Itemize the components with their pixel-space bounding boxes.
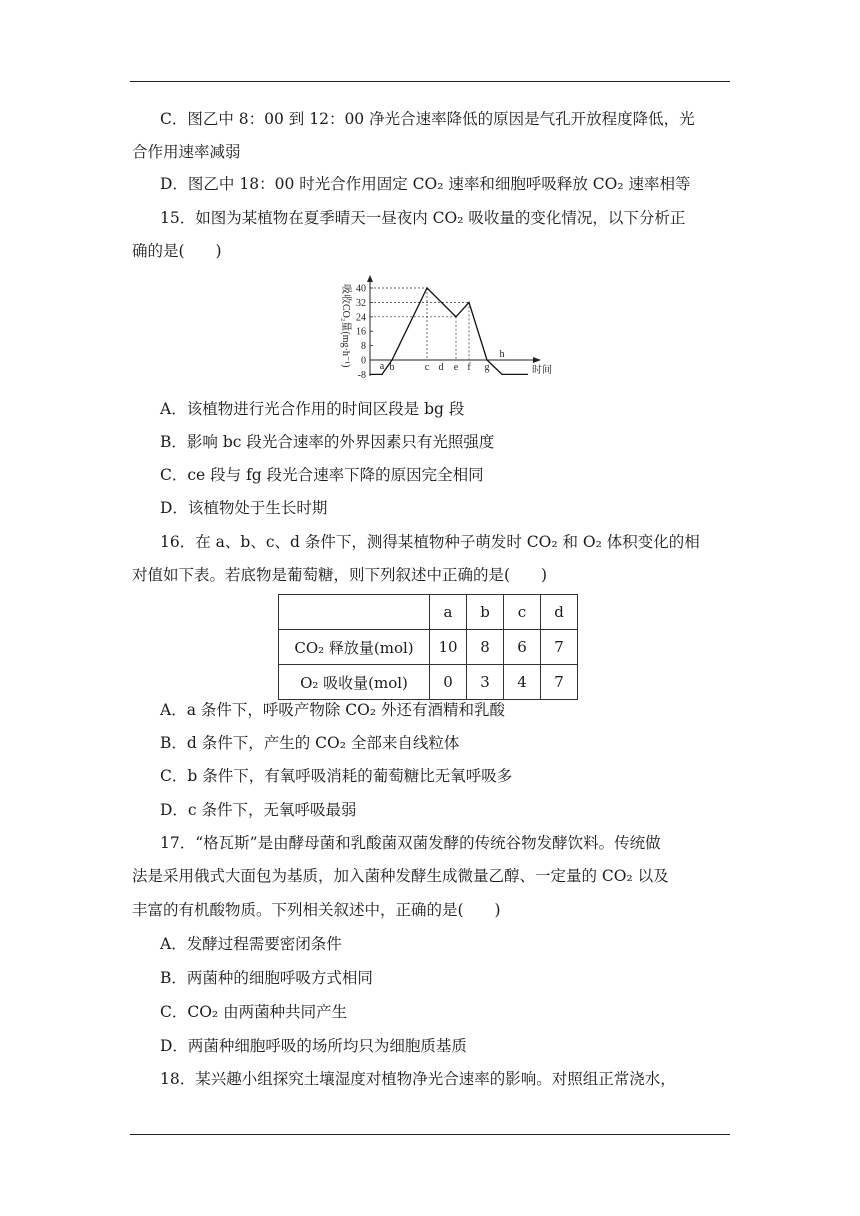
table-cell: 7 [541,630,578,665]
table-cell: 0 [430,665,467,700]
x-point-label: h [499,349,505,360]
table-row [279,630,578,665]
table-row [279,665,578,700]
table-header-cell: b [467,595,504,630]
y-axis-label: 吸收CO₂量(mg·h⁻¹) [340,284,351,368]
x-point-label: f [467,362,471,373]
table-header-cell: c [504,595,541,630]
table-cell: 6 [504,630,541,665]
y-tick-label: 8 [361,341,366,353]
top-rule [130,81,730,82]
y-tick-label: 16 [356,326,366,338]
table-row-label: O₂ 吸收量(mol) [279,665,430,700]
question-17-line1: 17．“格瓦斯”是由酵母菌和乳酸菌双菌发酵的传统谷物发酵饮料。传统做 [160,834,661,852]
table-cell: 4 [504,665,541,700]
option-c-16: C．b 条件下，有氧呼吸消耗的葡萄糖比无氧呼吸多 [160,767,513,785]
question-18-line1: 18．某兴趣小组探究土壤湿度对植物净光合速率的影响。对照组正常浇水， [160,1070,676,1088]
option-b-15: B．影响 bc 段光合速率的外界因素只有光照强度 [160,433,495,451]
x-point-label: c [424,362,430,373]
x-point-label: b [389,362,395,373]
option-a-17: A．发酵过程需要密闭条件 [160,935,342,953]
y-tick-label: 24 [356,312,366,324]
option-d-16: D．c 条件下，无氧呼吸最弱 [160,801,357,819]
table-header-cell: a [430,595,467,630]
x-point-label: e [453,362,459,373]
question-15-line2: 确的是( ) [132,242,222,260]
option-b-16: B．d 条件下，产生的 CO₂ 全部来自线粒体 [160,734,460,752]
option-a-15: A．该植物进行光合作用的时间区段是 bg 段 [160,400,465,418]
x-point-label: d [438,362,444,373]
question-17-line2: 法是采用俄式大面包为基质，加入菌种发酵生成微量乙醇、一定量的 CO₂ 以及 [132,867,669,885]
question-16-line1: 16．在 a、b、c、d 条件下，测得某植物种子萌发时 CO₂ 和 O₂ 体积变化的相 [160,533,700,551]
table-cell: 10 [430,630,467,665]
option-c-17: C．CO₂ 由两菌种共同产生 [160,1003,348,1021]
co2-absorption-chart [335,272,560,387]
option-d-14: D．图乙中 18：00 时光合作用固定 CO₂ 速率和细胞呼吸释放 CO₂ 速率相等 [160,175,691,193]
option-d-15: D．该植物处于生长时期 [160,499,328,517]
table-cell: 8 [467,630,504,665]
x-axis-label: 时间 [532,365,552,376]
option-c-14-line2: 合作用速率减弱 [132,143,241,161]
table-cell: 3 [467,665,504,700]
table-row-label: CO₂ 释放量(mol) [279,630,430,665]
y-tick-label: 32 [356,297,366,309]
option-c-14-line1: C．图乙中 8：00 到 12：00 净光合速率降低的原因是气孔开放程度降低，光 [160,110,695,128]
table-header-cell [279,595,430,630]
question-15-line1: 15．如图为某植物在夏季晴天一昼夜内 CO₂ 吸收量的变化情况，以下分析正 [160,209,686,227]
y-tick-label: 40 [356,283,366,295]
option-a-16: A．a 条件下，呼吸产物除 CO₂ 外还有酒精和乳酸 [160,701,505,719]
table-cell: 7 [541,665,578,700]
y-axis-arrow [367,275,373,282]
table-header-cell: d [541,595,578,630]
y-tick-label: -8 [357,369,366,381]
bottom-rule [130,1134,730,1135]
option-b-17: B．两菌种的细胞呼吸方式相同 [160,969,373,987]
x-point-label: g [484,362,490,373]
table-header-row [279,595,578,630]
option-c-15: C．ce 段与 fg 段光合速率下降的原因完全相同 [160,466,484,484]
x-point-label: a [379,361,385,372]
x-axis-arrow [533,357,541,363]
gas-exchange-table [278,594,578,700]
question-16-line2: 对值如下表。若底物是葡萄糖，则下列叙述中正确的是( ) [132,566,548,584]
y-tick-label: 0 [361,355,366,367]
option-d-17: D．两菌种细胞呼吸的场所均只为细胞质基质 [160,1037,467,1055]
question-17-line3: 丰富的有机酸物质。下列相关叙述中，正确的是( ) [132,901,501,919]
